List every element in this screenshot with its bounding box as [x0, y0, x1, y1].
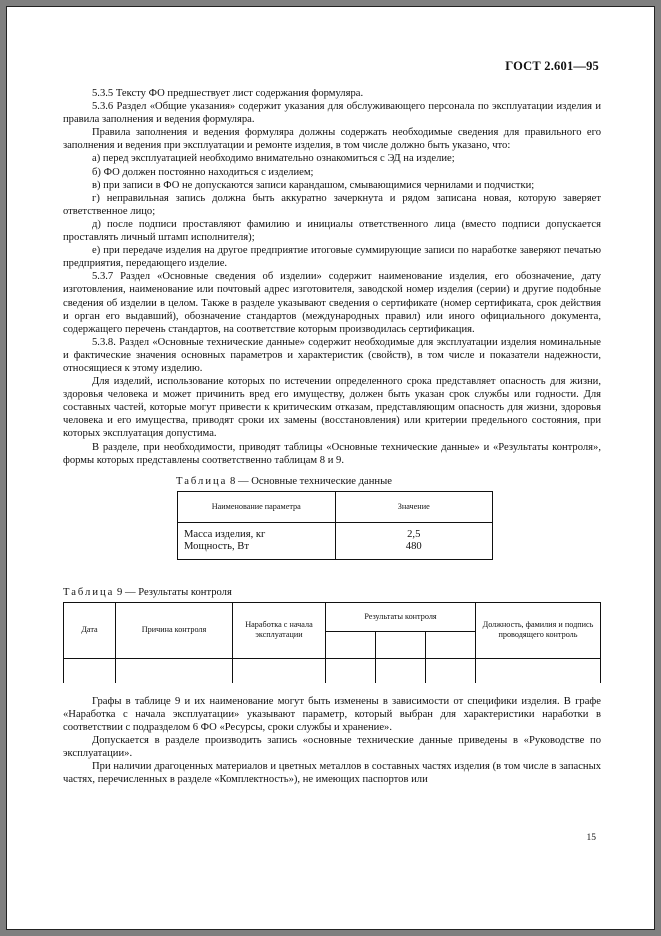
table9-cell [64, 658, 116, 683]
paragraph: е) при передаче изделия на другое предприятие итоговые суммирующие записи по наработке заверяют печатью предприятия, передающего изделие. [63, 245, 601, 270]
table8-header-param: Наименование параметра [178, 491, 336, 522]
paragraph: В разделе, при необходимости, приводят таблицы «Основные технические данные» и «Результаты контроля», формы которых представлены соответственно таблицам 8 и 9. [63, 441, 601, 466]
paragraph: д) после подписи проставляют фамилию и инициалы ответственного лица (вместо подписи допускается проставлять личный штамп исполнителя); [63, 218, 601, 244]
table8 [177, 491, 493, 560]
table9-header-row [64, 602, 601, 631]
table9-result-col-3 [426, 631, 476, 658]
table9-caption [63, 586, 601, 599]
table8-body-row [178, 522, 493, 559]
paragraph: Графы в таблице 9 и их наименование могут быть изменены в зависимости от специфики изделия. В графе «Наработка с начала эксплуатации» указывают параметр, который выбран для характеристики наработки в соответствии с подразделом 6 ФО «Ресурсы, сроки службы и хранение». [63, 695, 601, 734]
table8-caption-title: 8 — Основные технические данные [227, 475, 392, 487]
paragraph: При наличии драгоценных материалов и цветных металлов в составных частях изделия (в том числе в запасных частях, перечисленных в разделе «Комплектность»), не имеющих паспортов или [63, 761, 601, 786]
table8-param-values: 2,5 480 [335, 522, 493, 559]
table9-result-col-2 [376, 631, 426, 658]
paragraph: в) при записи в ФО не допускаются записи карандашом, смывающимися чернилами и подчистки; [92, 179, 535, 191]
table8-param-names: Масса изделия, кг Мощность, Вт [178, 522, 336, 559]
paragraph: 5.3.7 Раздел «Основные сведения об изделии» содержит наименование изделия, его обозначение, дату изготовления, наименование или почтовый адрес изготовителя, заводской номер изделия (серии) и другие подобные сведения об изделии в целом. Также в разделе указывают сведения о сертификате (номер сертификата, срок действия и орган его выдавший), обозначение стандартов (международных правил) или иного официального документа, содержащего перечень стандартов, на соответствие которым производилась сертификация. [63, 271, 601, 335]
body-text [63, 87, 601, 787]
document-page [6, 6, 655, 930]
paragraph: 5.3.8. Раздел «Основные технические данные» содержит необходимые для эксплуатации изделия номинальные и фактические значения основных параметров и характеристик (свойств), в том числе и показатели надежности, относящиеся к этому изделию. [63, 336, 601, 374]
table9-cell [476, 658, 601, 683]
table9-header-date: Дата [64, 602, 116, 658]
paragraph: Допускается в разделе производить запись «основные технические данные приведены в «Руководстве по эксплуатации». [63, 735, 601, 760]
table9-caption-title: 9 — Результаты контроля [114, 586, 232, 598]
page-number: 15 [586, 833, 596, 843]
table9-header-reason: Причина контроля [116, 602, 233, 658]
table8-header-value: Значение [335, 491, 493, 522]
table9-empty-row [64, 658, 601, 683]
document-header: ГОСТ 2.601—95 [505, 59, 599, 73]
paragraph: г) неправильная запись должна быть аккуратно зачеркнута и рядом записана новая, которую заверяет ответственное лицо; [63, 192, 601, 217]
table9-cell [376, 658, 426, 683]
table9 [63, 602, 601, 683]
paragraph: б) ФО должен постоянно находиться с изделием; [92, 166, 314, 178]
closing-text [63, 695, 601, 787]
table9-caption-word: Таблица [63, 586, 115, 598]
paragraph: а) перед эксплуатацией необходимо внимательно ознакомиться с ЭД на изделие; [92, 153, 455, 165]
table9-header-signature: Должность, фамилия и подпись проводящего контроль [476, 602, 601, 658]
table9-cell [116, 658, 233, 683]
paragraph: Правила заполнения и ведения формуляра должны содержать необходимые сведения для правильного его заполнения и ведения при эксплуатации и ремонте изделия, в том числе должно быть указано, что: [63, 127, 601, 152]
table9-cell [326, 658, 376, 683]
table8-header-row [178, 491, 493, 522]
paragraph: Для изделий, использование которых по истечении определенного срока представляет опасность для жизни, здоровья человека и может причинить вред его имуществу, должен быть указан срок службы или годности. Для составных частей, которые могут привести к критическим отказам, представляющим опасность для жизни, здоровья человека и его имущества, приводят сроки их замены (восстановления) или критерии предельного состояния, при которых эксплуатация допустима. [63, 376, 601, 440]
table9-cell [233, 658, 326, 683]
table9-cell [426, 658, 476, 683]
table8-caption-word: Таблица [176, 475, 228, 487]
table8-caption [63, 475, 601, 488]
table9-header-runtime: Наработка с начала эксплуатации [233, 602, 326, 658]
table9-header-results: Результаты контроля [326, 602, 476, 631]
table9-result-col-1 [326, 631, 376, 658]
paragraph: 5.3.5 Тексту ФО предшествует лист содержания формуляра. [92, 88, 364, 99]
paragraph: 5.3.6 Раздел «Общие указания» содержит указания для обслуживающего персонала по эксплуатации изделия и правила заполнения и ведения формуляра. [63, 101, 601, 126]
